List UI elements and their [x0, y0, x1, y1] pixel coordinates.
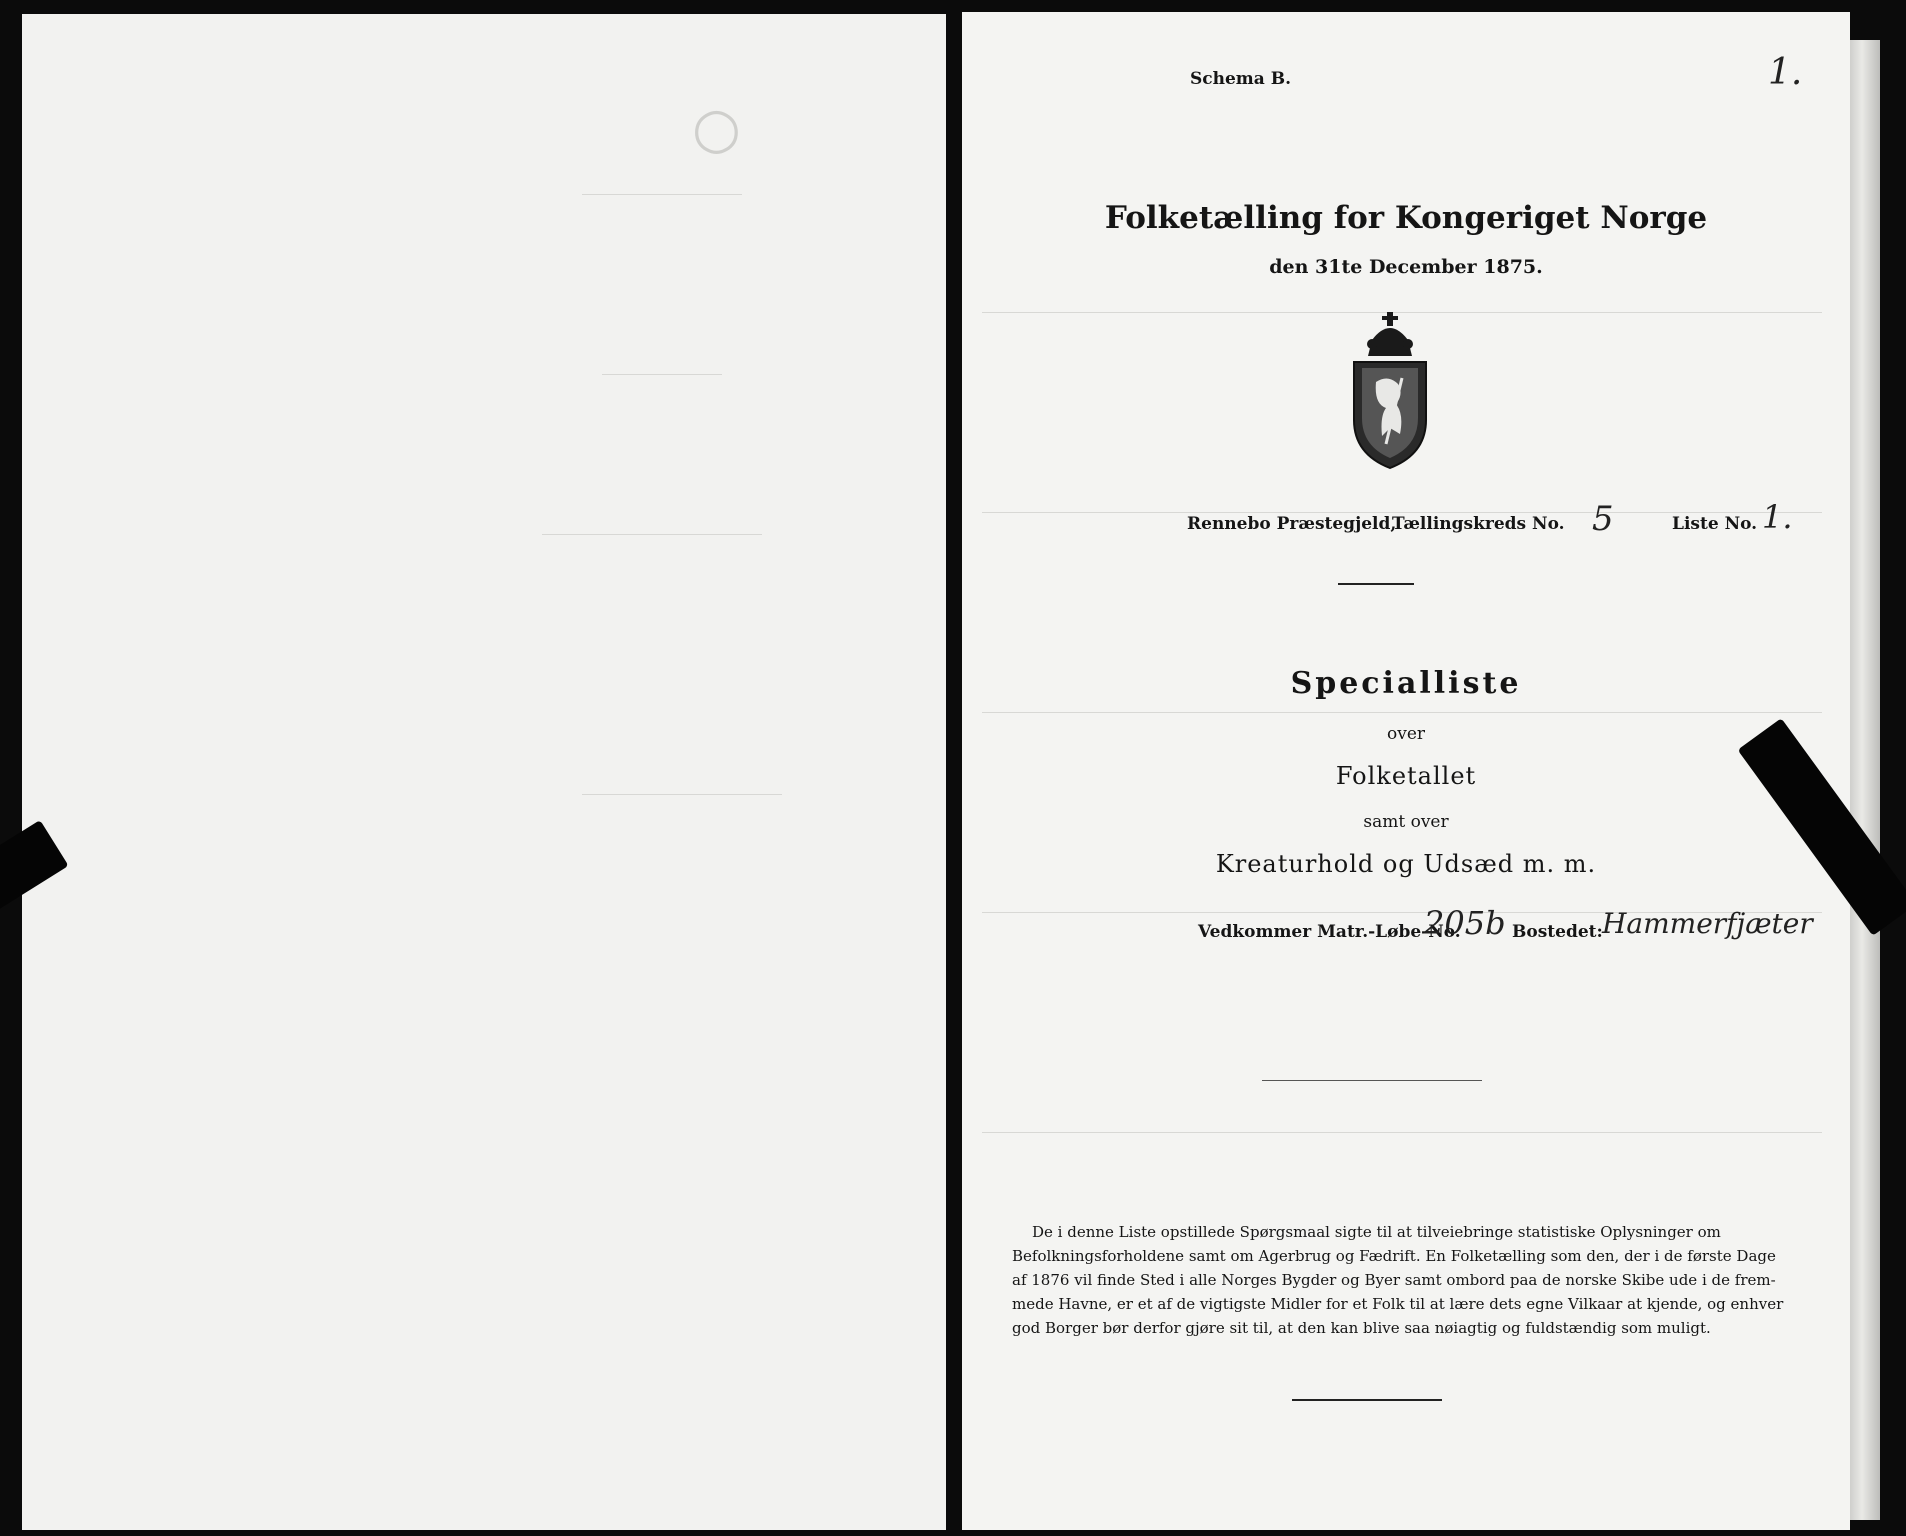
property-number: 205b — [1424, 904, 1506, 942]
bleed-through-line — [982, 1132, 1822, 1133]
place-label: Bostedet: — [1512, 922, 1603, 942]
bleed-through-line — [602, 374, 722, 375]
list-label: Liste No. — [1672, 514, 1758, 534]
bleed-through-line — [582, 194, 742, 195]
over-text: over — [1386, 724, 1426, 744]
page-title: Folketælling for Kongeriget Norge — [1104, 200, 1708, 236]
footer-line: god Borger bør derfor gjøre sit til, at den kan blive saa nøiagtig og fuldstændig som muligt. — [1012, 1319, 1711, 1337]
parish-label: Rennebo Præstegjeld, — [1187, 514, 1397, 534]
footer-line: mede Havne, er et af de vigtigste Midler for et Folk til at lære dets egne Vilkaar at kjende, og enhver — [1012, 1295, 1784, 1313]
bleed-through-line — [582, 794, 782, 795]
district-number: 5 — [1592, 499, 1614, 539]
subject-livestock: Kreaturhold og Udsæd m. m. — [1215, 850, 1597, 878]
page-stack-edge — [1850, 40, 1880, 1520]
norwegian-coat-of-arms-icon — [1342, 312, 1438, 472]
property-label: Vedkommer Matr.-Løbe-No. — [1198, 922, 1461, 942]
right-page — [962, 12, 1850, 1530]
district-label: Tællingskreds No. — [1392, 514, 1565, 534]
bleed-through-line — [982, 712, 1822, 713]
footer-line: De i denne Liste opstillede Spørgsmaal sigte til at tilveiebringe statistiske Oplysninger om — [1032, 1223, 1721, 1241]
bleed-through-mark: ○ — [692, 96, 741, 161]
page-number: 1. — [1768, 52, 1803, 93]
footer-line: af 1876 vil finde Sted i alle Norges Bygder og Byer samt ombord paa de norske Skibe ude i de frem- — [1012, 1271, 1776, 1289]
left-page — [22, 14, 946, 1530]
list-heading: Specialliste — [1290, 666, 1522, 701]
bleed-through-line — [982, 512, 1822, 513]
footer-paragraph — [1012, 1220, 1842, 1340]
schema-label: Schema B. — [1190, 69, 1292, 89]
subject-population: Folketallet — [1335, 762, 1477, 790]
divider-rule — [1262, 1080, 1482, 1081]
bleed-through-line — [542, 534, 762, 535]
divider-rule — [1338, 583, 1414, 585]
divider-rule — [1292, 1399, 1442, 1401]
samt-over-text: samt over — [1363, 812, 1449, 832]
census-date: den 31te December 1875. — [1269, 256, 1543, 278]
place-name: Hammerfjæter — [1602, 907, 1813, 940]
footer-line: Befolkningsforholdene samt om Agerbrug og Fædrift. En Folketælling som den, der i de første Dage — [1012, 1247, 1776, 1265]
list-number: 1. — [1762, 498, 1793, 536]
